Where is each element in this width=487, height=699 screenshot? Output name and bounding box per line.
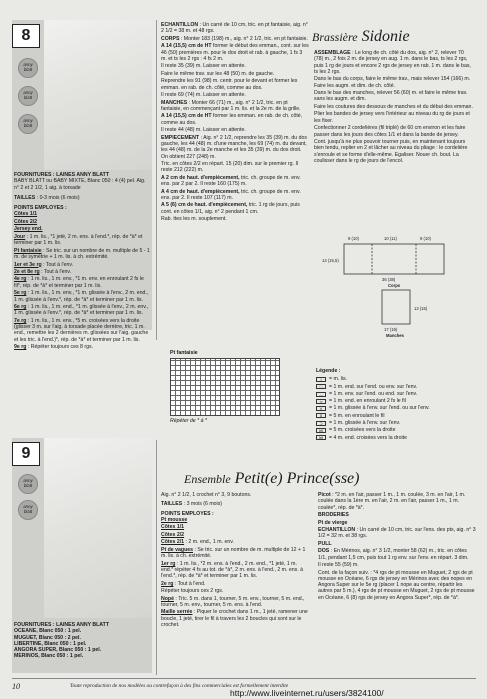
paragraph-text: Confectionner 2 cordelières (fil triplé) de 60 cm environ et les faire passer dans les jours des côtes 1/1 et dans la bande de jersey. bbox=[314, 125, 466, 138]
legend-text: = 1 m. end. en enroulant 2 fs le fil bbox=[329, 398, 406, 405]
page-number: 10 bbox=[12, 682, 20, 691]
paragraph bbox=[161, 547, 309, 560]
paragraph bbox=[314, 111, 474, 124]
paragraph-text: : Se tric. sur un nombre de m. multiple de 12 + 1 m. lis. à ch. extrémité. bbox=[161, 546, 306, 560]
paragraph bbox=[14, 262, 150, 268]
legend-item bbox=[316, 427, 476, 433]
paragraph-text: Répéter toujours ces 2 rgs. bbox=[161, 588, 224, 595]
model9-number: 9 bbox=[12, 442, 40, 466]
paragraph bbox=[318, 492, 476, 511]
paragraph bbox=[161, 189, 309, 202]
paragraph bbox=[314, 90, 474, 103]
title-main: Sidonie bbox=[361, 28, 410, 45]
paragraph-heading: Côtes 1/1 bbox=[161, 524, 185, 531]
paragraph-text: Cont. de la façon suiv. : *4 rgs de pt mousse en Muguet, 2 rgs de pt mousse en Océane, 6 rgs de jersey en Mérinos avec des nopes en Angora Super sur le 5e rg (placer 1 nope au centre, répartir les autres par 5 m.), 4 rgs de pt mousse en Muguet, 2 rgs de pt mousse en Océane, 6 (8) rgs de jersey en Angora Super*, rép. de *à*. bbox=[318, 569, 475, 601]
anny-blatt-badge: anny blatt bbox=[18, 86, 38, 106]
paragraph-text: : En Mérinos, aig. n° 3 1/2, monter 58 (62) m., tric. en côtes 1/1, pendant 1,5 cm, puis tout 1 rg env. sur l'env. en répart. 3 dim. bbox=[318, 548, 469, 561]
legend-item bbox=[316, 398, 476, 404]
paragraph-text: : Se tric. sur un nombre de m. multiple de 5 - 1 m. de symétrie + 1 m. lis. à ch. extrémité. bbox=[14, 247, 150, 261]
paragraph-text: : Tout à l'env. bbox=[43, 261, 74, 268]
paragraph bbox=[161, 175, 309, 188]
paragraph bbox=[14, 276, 150, 289]
chart-grid bbox=[170, 358, 280, 416]
paragraph-heading: A 14 (15,5) cm de HT bbox=[161, 113, 212, 120]
paragraph-heading: ASSEMBLAGE bbox=[314, 50, 351, 56]
supply-line: MUGUET, Blanc 050 : 2 pel. bbox=[14, 634, 81, 641]
paragraph-text: Il reste 69 (74) m. Laisser en attente. bbox=[161, 92, 246, 99]
paragraph-text: Plier les bandes de jersey vers l'intérieur au niveau du rg de jours et les fixer. bbox=[314, 111, 470, 124]
legend-item bbox=[316, 405, 476, 411]
paragraph bbox=[14, 318, 150, 343]
paragraph bbox=[318, 562, 476, 568]
paragraph-heading: 5e rg bbox=[14, 290, 27, 297]
stitches-heading: POINTS EMPLOYES : bbox=[14, 205, 67, 212]
paragraph-heading: 1er et 3e rg bbox=[14, 261, 42, 268]
paragraph bbox=[14, 290, 150, 303]
paragraph-heading: A 4 cm de haut. d'empiècement, bbox=[161, 188, 240, 195]
supplies-heading: FOURNITURES : LAINES ANNY BLATT bbox=[14, 172, 110, 178]
paragraph bbox=[161, 588, 309, 594]
paragraph-heading: BRODERIES bbox=[318, 512, 349, 519]
paragraph-heading: Pt de vagues bbox=[161, 546, 194, 553]
legend-item bbox=[316, 435, 476, 441]
paragraph-heading: A 2 cm de haut. d'empiècement, bbox=[161, 174, 240, 181]
legend-symbol: I bbox=[316, 377, 326, 382]
paragraph-text: : 1 m. lis., 1 m. env., *1 m. glissée à l'env., 2 m. end., 1 m. glissée à l'env.*, rép. de *à* et terminer par 1 m. lis. bbox=[14, 290, 149, 303]
paragraph bbox=[161, 71, 309, 77]
model9-column2: Aig. n° 2 1/2, 1 crochet n° 3, 9 boutons. TAILLES : 3 mois (6 mois) POINTS EMPLOYES : Pt mousse Côtes 1/1 Côtes 2/2 Côtes 2/1 : 2 m. end., 1 m. env. Pt de vagues : Se tric. sur un nombre de m. multiple de 12 + 1 m. lis. à ch. extrémité. 1er rg : 1 m. lis., *2 m. ens. à l'end., 2 m. end., *1 jeté, 1 m. end.* répéter 4 fs au tot. de *à*, 2 m. ens. à l'end., 2 m. ens. à l'end.*, rép. de *à* et terminer par 1 m. lis. 2e rg : Tout à l'end. Répéter toujours ces 2 rgs. Nopé : Tric. 5 m. dans 1, tourner, 5 m. env., tourner, 5 m. end., tourner, 5 m. env., tourner, 5 m. ens. à l'end. Maille serrée : Piquer le crochet dans 1 m., 1 jeté, ramener une boucle, 1 jeté, tirer le fil à travers les 2 boucles qui sont sur le crochet. bbox=[161, 492, 308, 629]
paragraph bbox=[14, 226, 150, 232]
paragraph bbox=[14, 248, 150, 261]
legend-symbol: □ bbox=[316, 384, 326, 389]
paragraph bbox=[161, 22, 309, 35]
paragraph-heading: Côtes 1/1 bbox=[14, 211, 38, 218]
body-piece bbox=[344, 244, 444, 274]
schema-label: 9 (10) bbox=[348, 236, 359, 241]
paragraph-heading: 4e rg bbox=[14, 276, 27, 283]
paragraph-text: : Tout à l'env. bbox=[41, 268, 72, 275]
legend-item bbox=[316, 391, 476, 397]
paragraph-heading: ECHANTILLON bbox=[161, 22, 199, 28]
paragraph-text: : Un carré de 10 cm, tric. sur l'ens. des pts, aig. n° 3 1/2 = 32 m. et 38 rgs. bbox=[318, 527, 476, 540]
paragraph-heading: DOS bbox=[318, 548, 330, 555]
schema-label: 13 (15) bbox=[414, 306, 428, 311]
paragraph-text: : Monter 66 (71) m., aig. n° 2 1/2, tric. en pt fantaisie, en commençant par 1 m. lis. et la 2e m. de la grille. bbox=[161, 99, 301, 112]
paragraph bbox=[161, 135, 309, 160]
paragraph bbox=[318, 520, 476, 526]
sizes-heading: TAILLES bbox=[14, 194, 36, 201]
paragraph bbox=[161, 36, 309, 42]
paragraph bbox=[161, 539, 309, 545]
paragraph-heading: A 5 (6) cm de haut. d'empiècement, bbox=[161, 202, 248, 209]
title-prefix: Ensemble bbox=[184, 472, 231, 486]
model9-photo bbox=[44, 438, 152, 618]
paragraph bbox=[318, 548, 476, 561]
model8-supplies: FOURNITURES : LAINES ANNY BLATT BABY BLATT ou BABY MIXTE, Blanc 050 : 4 (4) pel. Aig. n° 2 et 2 1/2, 1 aig. à torsade TAILLES : 0-3 mois (6 mois) POINTS EMPLOYES : Côtes 1/1 Côtes 2/2 Jersey end. Jour : 1 m. lis., *1 jeté, 2 m. ens. à l'end.*, rép. de *à* et terminer par 1 m. lis. Pt fantaisie : Se tric. sur un nombre de m. multiple de 5 - 1 m. de symétrie + 1 m. lis. à ch. extrémité. 1er et 3e rg : Tout à l'env. 2e et 8e rg : Tout à l'env. 4e rg : 1 m. lis., 1 m. env., *1 m. env. en enroulant 2 fs le fil*, rép. de *à* et terminer par 1 m. lis. 5e rg : 1 m. lis., 1 m. env., *1 m. glissée à l'env., 2 m. end., 1 m. glissée à l'env.*, rép. de *à* et terminer par 1 m. lis. 6e rg : 1 m. lis., 1 m. end., *1 m. glissée à l'env., 2 m. env., 1 m. glissée à l'env.*, rép. de *à* et terminer par 1 m. lis. 7e rg : 1 m. lis., 1 m. env., *5 m. croisées vers la droite (glisser 3 m. sur l'aig. à torsade placée derrière, tric. 1 m. end., remettre les 2 dernières m. glissées sur l'aig. gauche et les tric. à l'end.)*, rép. de *à* et terminer par 1 m. lis. 9e rg : Répéter toujours ces 8 rgs. bbox=[14, 172, 150, 351]
paragraph-text: Faire le même trav. sur les 48 (50) m. de gauche. bbox=[161, 70, 275, 77]
paragraph bbox=[161, 609, 309, 628]
paragraph bbox=[161, 581, 309, 587]
paragraph-text: : Tout à l'end. bbox=[174, 580, 206, 587]
paragraph-text: tric. ch. groupe de m. env. ens. par 2. Il reste 107 (117) m. bbox=[161, 188, 301, 201]
paragraph bbox=[14, 304, 150, 317]
paragraph-text: : Piquer le crochet dans 1 m., 1 jeté, ramener une boucle, 1 jeté, tirer le fil à travers les 2 boucles qui sont sur le crochet. bbox=[161, 609, 308, 629]
garment-schema bbox=[318, 228, 474, 340]
column-divider bbox=[156, 440, 157, 675]
paragraph-text: tric. ch. groupe de m. env. ens. par 2 par 2. Il reste 160 (175) m. bbox=[161, 174, 301, 188]
paragraph-heading: Côtes 2/1 bbox=[161, 539, 185, 546]
needles-text: Aig. n° 2 1/2, 1 crochet n° 3, 9 boutons. bbox=[161, 492, 252, 498]
anny-blatt-badge: anny blatt bbox=[18, 500, 38, 520]
paragraph-heading: Maille serrée bbox=[161, 609, 193, 616]
legend bbox=[316, 368, 476, 442]
legend-text: = 5 m. en enroulant le fil bbox=[329, 412, 385, 419]
paragraph bbox=[318, 527, 476, 540]
title-main: Petit(e) Prince(sse) bbox=[234, 470, 360, 487]
column-divider bbox=[156, 20, 157, 340]
watermark-link[interactable]: http://www.liveinternet.ru/users/3824100/ bbox=[230, 688, 384, 698]
supply-line: ANGORA SUPER, Blanc 050 : 1 pel. bbox=[14, 647, 102, 654]
paragraph-heading: CORPS bbox=[161, 35, 180, 42]
paragraph-text: Cont. jusqu'à ne plus pouvoir tourner puis, en maintenant toujours bien tendu, replier en 2 et lâcher au niveau du pliage : le cordelière s'enroule et se forme d'elle-même. Egaliser. Nouer ch. bout. La coulisser dans le rg de jours de l'encol. bbox=[314, 138, 468, 164]
paragraph-text: Faire les coutures des dessous de manches et du début des emman. bbox=[314, 103, 473, 110]
paragraph bbox=[161, 524, 309, 530]
paragraph-heading: 9e rg bbox=[14, 344, 27, 351]
chart-title: Pt fantaisie bbox=[170, 350, 198, 356]
paragraph bbox=[314, 104, 474, 110]
paragraph-heading: A 14 (15,5) cm de HT bbox=[161, 43, 212, 50]
legend-text: = m. lis. bbox=[329, 376, 348, 383]
paragraph-heading: 6e rg bbox=[14, 304, 27, 311]
model8-title bbox=[312, 28, 474, 46]
paragraph bbox=[314, 125, 474, 138]
legend-text: = 1 m. env. sur l'end. ou end. sur l'env. bbox=[329, 390, 418, 397]
paragraph-text: : Répéter toujours ces 8 rgs. bbox=[27, 344, 94, 351]
stitch-chart bbox=[170, 350, 280, 425]
paragraph-text: Il reste 44 (48) m. Laisser en attente. bbox=[161, 127, 246, 134]
paragraph-heading: Nopé bbox=[161, 595, 174, 602]
paragraph-text: : *2 m. en l'air, passer 1 m., 1 m. coulée, 3 m. en l'air, 1 m. coulée dans la 1ère m. en l'air, 2 m. en l'air, passer 1 m., 1 m. coulée*, rép. de *à*. bbox=[318, 492, 466, 511]
paragraph-text: Il reste 55 (59) m. bbox=[318, 562, 359, 569]
supplies-heading: FOURNITURES : LAINES ANNY BLATT bbox=[14, 622, 110, 628]
sleeve-piece bbox=[382, 290, 410, 324]
paragraph bbox=[318, 512, 476, 518]
paragraph bbox=[14, 211, 150, 217]
schema-label: 9 (10) bbox=[420, 236, 431, 241]
paragraph-heading: Pt de vierge bbox=[318, 519, 348, 526]
model8-column3 bbox=[314, 50, 474, 165]
paragraph-heading: Côtes 2/2 bbox=[161, 531, 185, 538]
title-prefix: Brassière bbox=[312, 30, 358, 44]
anny-blatt-badge: anny blatt bbox=[18, 474, 38, 494]
legend-item bbox=[316, 420, 476, 426]
paragraph-text: former le début des emman., cont. sur les 46 (50) premières m. pour le dos droit et rab. à gauche, 1 fs 3 m. et ts les 2 rgs : 4 fs 2 m. bbox=[161, 43, 309, 62]
paragraph bbox=[161, 100, 309, 113]
legend-symbol: 5 bbox=[316, 413, 326, 418]
paragraph bbox=[161, 43, 309, 62]
paragraph-heading: MANCHES bbox=[161, 99, 188, 106]
sizes-text: 3 mois (6 mois) bbox=[186, 501, 223, 508]
model8-column2 bbox=[161, 22, 309, 224]
paragraph-heading: ECHANTILLON bbox=[318, 527, 356, 534]
legend-text: = 5 m. croisées vers la droite bbox=[329, 427, 396, 434]
legend-symbol: ⋈ bbox=[316, 435, 326, 440]
paragraph bbox=[14, 219, 150, 225]
legend-item bbox=[316, 384, 476, 390]
paragraph bbox=[14, 234, 150, 247]
paragraph-heading: 1er rg bbox=[161, 560, 176, 567]
paragraph-text: : 1 m. lis., 1 m. end., *1 m. glissée à l'env., 2 m. env., 1 m. glissée à l'env.*, rép. de *à* et terminer par 1 m. lis. bbox=[14, 304, 149, 317]
footer-notice: Toute reproduction de nos modèles ou contrefaçon à des fins commerciales est formellement interdite bbox=[70, 683, 289, 689]
paragraph-text: : 1 m. lis., 1 m. env., *1 m. env. en enroulant 2 fs le fil*, rép. de *à* et terminer par 1 m. lis. bbox=[14, 276, 144, 289]
paragraph bbox=[314, 50, 474, 75]
stitches-list bbox=[14, 211, 150, 350]
paragraph-text: : 1 m. lis., *2 m. ens. à l'end., 2 m. end., *1 jeté, 1 m. end.* répéter 4 fs au tot. de *à*, 2 m. ens. à l'end., 2 m. ens. à l'end.*, rép. de *à* et terminer par 1 m. lis. bbox=[161, 560, 304, 580]
paragraph-heading: 2e et 8e rg bbox=[14, 268, 40, 275]
footer-rule bbox=[12, 678, 476, 679]
paragraph bbox=[161, 113, 309, 126]
paragraph bbox=[161, 161, 309, 174]
model8-number: 8 bbox=[12, 24, 40, 48]
paragraph bbox=[161, 517, 309, 523]
paragraph-text: : Monter 183 (198) m., aig. n° 2 1/2, tric. en pt fantaisie. bbox=[180, 35, 308, 42]
paragraph-heading: Picot bbox=[318, 492, 331, 498]
paragraph-heading: 2e rg bbox=[161, 580, 174, 587]
paragraph-text: Reprendre les 91 (98) m. centr. pour le devant et former les emman. en rab. de ch. côté, comme au dos. bbox=[161, 78, 298, 91]
legend-symbol: — bbox=[316, 392, 326, 397]
model9-title bbox=[184, 470, 474, 488]
schema-label: 17 (19) bbox=[384, 327, 398, 332]
stitches-heading: POINTS EMPLOYES : bbox=[161, 510, 214, 517]
sizes-text: 0-3 mois (6 mois) bbox=[39, 194, 80, 201]
legend-symbol: ⋈ bbox=[316, 428, 326, 433]
supply-line: OCEANE, Blanc 050 : 1 pel. bbox=[14, 628, 82, 635]
schema-label: Corps bbox=[388, 283, 401, 288]
paragraph-heading: EMPIECEMENT bbox=[161, 134, 200, 141]
legend-text: = 4 m. end. croisées vers la droite bbox=[329, 434, 407, 441]
paragraph-text: tric. 1 rg de jours, puis cont. en côtes 1/1, aig. n° 2 pendant 1 cm. bbox=[161, 202, 300, 215]
paragraph-heading: Jersey end. bbox=[14, 226, 43, 233]
paragraph bbox=[161, 63, 309, 69]
paragraph bbox=[161, 202, 309, 215]
paragraph bbox=[161, 596, 309, 609]
anny-blatt-badge: anny blatt bbox=[18, 114, 38, 134]
paragraph bbox=[161, 127, 309, 133]
paragraph bbox=[161, 216, 309, 222]
supply-line: LIBERTINE, Blanc 050 : 1 pel. bbox=[14, 640, 87, 647]
legend-symbol: ∞ bbox=[316, 399, 326, 404]
sizes-heading: TAILLES bbox=[161, 501, 183, 508]
legend-symbol: ⊃ bbox=[316, 421, 326, 426]
paragraph bbox=[161, 561, 309, 580]
paragraph bbox=[161, 78, 309, 91]
paragraph-text: : 2 m. end., 1 m. env. bbox=[185, 539, 234, 546]
legend-item bbox=[316, 413, 476, 419]
legend-text: = 1 m. glissée à l'env. sur l'end. ou sur l'env. bbox=[329, 405, 430, 412]
paragraph bbox=[161, 92, 309, 98]
schema-label: 36 (38) bbox=[382, 277, 396, 282]
legend-text: = 1 m. glissée à l'env. sur l'env. bbox=[329, 420, 401, 427]
schema-label: 14 (15,5) bbox=[322, 258, 339, 263]
schema-label: 10 (11) bbox=[384, 236, 397, 241]
paragraph-heading: PULL bbox=[318, 540, 332, 547]
paragraph-text: : 1 m. lis., *1 jeté, 2 m. ens. à l'end.*, rép. de *à* et terminer par 1 m. lis. bbox=[14, 233, 143, 247]
paragraph bbox=[14, 344, 150, 350]
paragraph-text: : Un carré de 10 cm, tric. en pt fantaisie, aig. n° 2 1/2 = 38 m. et 48 rgs. bbox=[161, 22, 308, 35]
anny-blatt-badge: anny blatt bbox=[18, 58, 38, 78]
paragraph-text: : Aig. n° 2 1/2, reprendre les 35 (39) m. du dos gauche, les 44 (48) m. d'une manche, les 69 (74) m. du devant, les 44 (48) m. de la 2e manche et les 35 (39) m. du dos droit. On obtient 227 (248) m. bbox=[161, 134, 307, 160]
paragraph-text: Rab. ttes les m. souplement. bbox=[161, 216, 227, 223]
paragraph-text: Dans le bas des manches, relever 56 (60) m. et faire le même trav. sans les augm. et dim. bbox=[314, 90, 468, 103]
schema-label: Manches bbox=[386, 333, 404, 338]
paragraph-text: : Tric. 5 m. dans 1, tourner, 5 m. env., tourner, 5 m. end., tourner, 5 m. env., tourner, 5 m. ens. à l'end. bbox=[161, 595, 305, 608]
paragraph-text: Dans le bas du corps, faire le même trav., mais relever 154 (166) m. Faire les augm. et dim. de ch. côté. bbox=[314, 76, 471, 89]
paragraph-heading: Jour bbox=[14, 233, 26, 240]
supply-line: MERINOS, Blanc 050 : 1 pel. bbox=[14, 653, 84, 660]
paragraph-text: : 1 m. lis., 1 m. env., *5 m. croisées vers la droite (glisser 3 m. sur l'aig. à torsade placée derrière, tric. 1 m. end., remettre les 2 dernières m. glissées sur l'aig. gauche et les tric. à l'end.)*, rép. de *à* et terminer par 1 m. lis. bbox=[14, 317, 149, 343]
model8-photo bbox=[44, 20, 152, 170]
paragraph-text: : Le long de ch. côté du dos, aig. n° 2, relever 70 (78) m., 2 fois 2 m. de jersey en aug. 1 m. dans le bas, ts les 2 rgs, puis 1 rg de jours et encore 2 rgs de jersey en rab. 1 m. dans le bas, ts les 2 rgs. bbox=[314, 50, 471, 75]
paragraph bbox=[314, 76, 474, 89]
legend-symbol: V bbox=[316, 406, 326, 411]
paragraph bbox=[318, 570, 476, 601]
paragraph bbox=[314, 139, 474, 164]
legend-text: = 1 m. end. sur l'end. ou env. sur l'env. bbox=[329, 383, 418, 390]
paragraph-text: Il reste 35 (39) m. Laisser en attente. bbox=[161, 63, 246, 70]
paragraph-heading: Côtes 2/2 bbox=[14, 218, 38, 225]
paragraph-heading: Pt mousse bbox=[161, 516, 188, 523]
chart-repeat-label: Répéter de * à * bbox=[170, 418, 207, 425]
paragraph-heading: Pt fantaisie bbox=[14, 247, 42, 254]
paragraph bbox=[318, 541, 476, 547]
supplies-text: BABY BLATT ou BABY MIXTE, Blanc 050 : 4 (4) pel. Aig. n° 2 et 2 1/2, 1 aig. à torsade bbox=[14, 178, 146, 191]
paragraph bbox=[14, 269, 150, 275]
model9-supplies bbox=[14, 622, 150, 660]
model9-column3 bbox=[318, 492, 476, 602]
paragraph-heading: 7e rg bbox=[14, 317, 27, 324]
legend-item bbox=[316, 376, 476, 382]
paragraph-text: Tric. en côtes 2/2 en répart. 15 (20) dim. sur le premier rg. Il reste 212 (222) m. bbox=[161, 161, 299, 174]
legend-title: Légende : bbox=[316, 368, 341, 374]
paragraph-text: former les emman. en rab. de ch. côté, comme au dos. bbox=[161, 113, 303, 126]
paragraph bbox=[161, 532, 309, 538]
